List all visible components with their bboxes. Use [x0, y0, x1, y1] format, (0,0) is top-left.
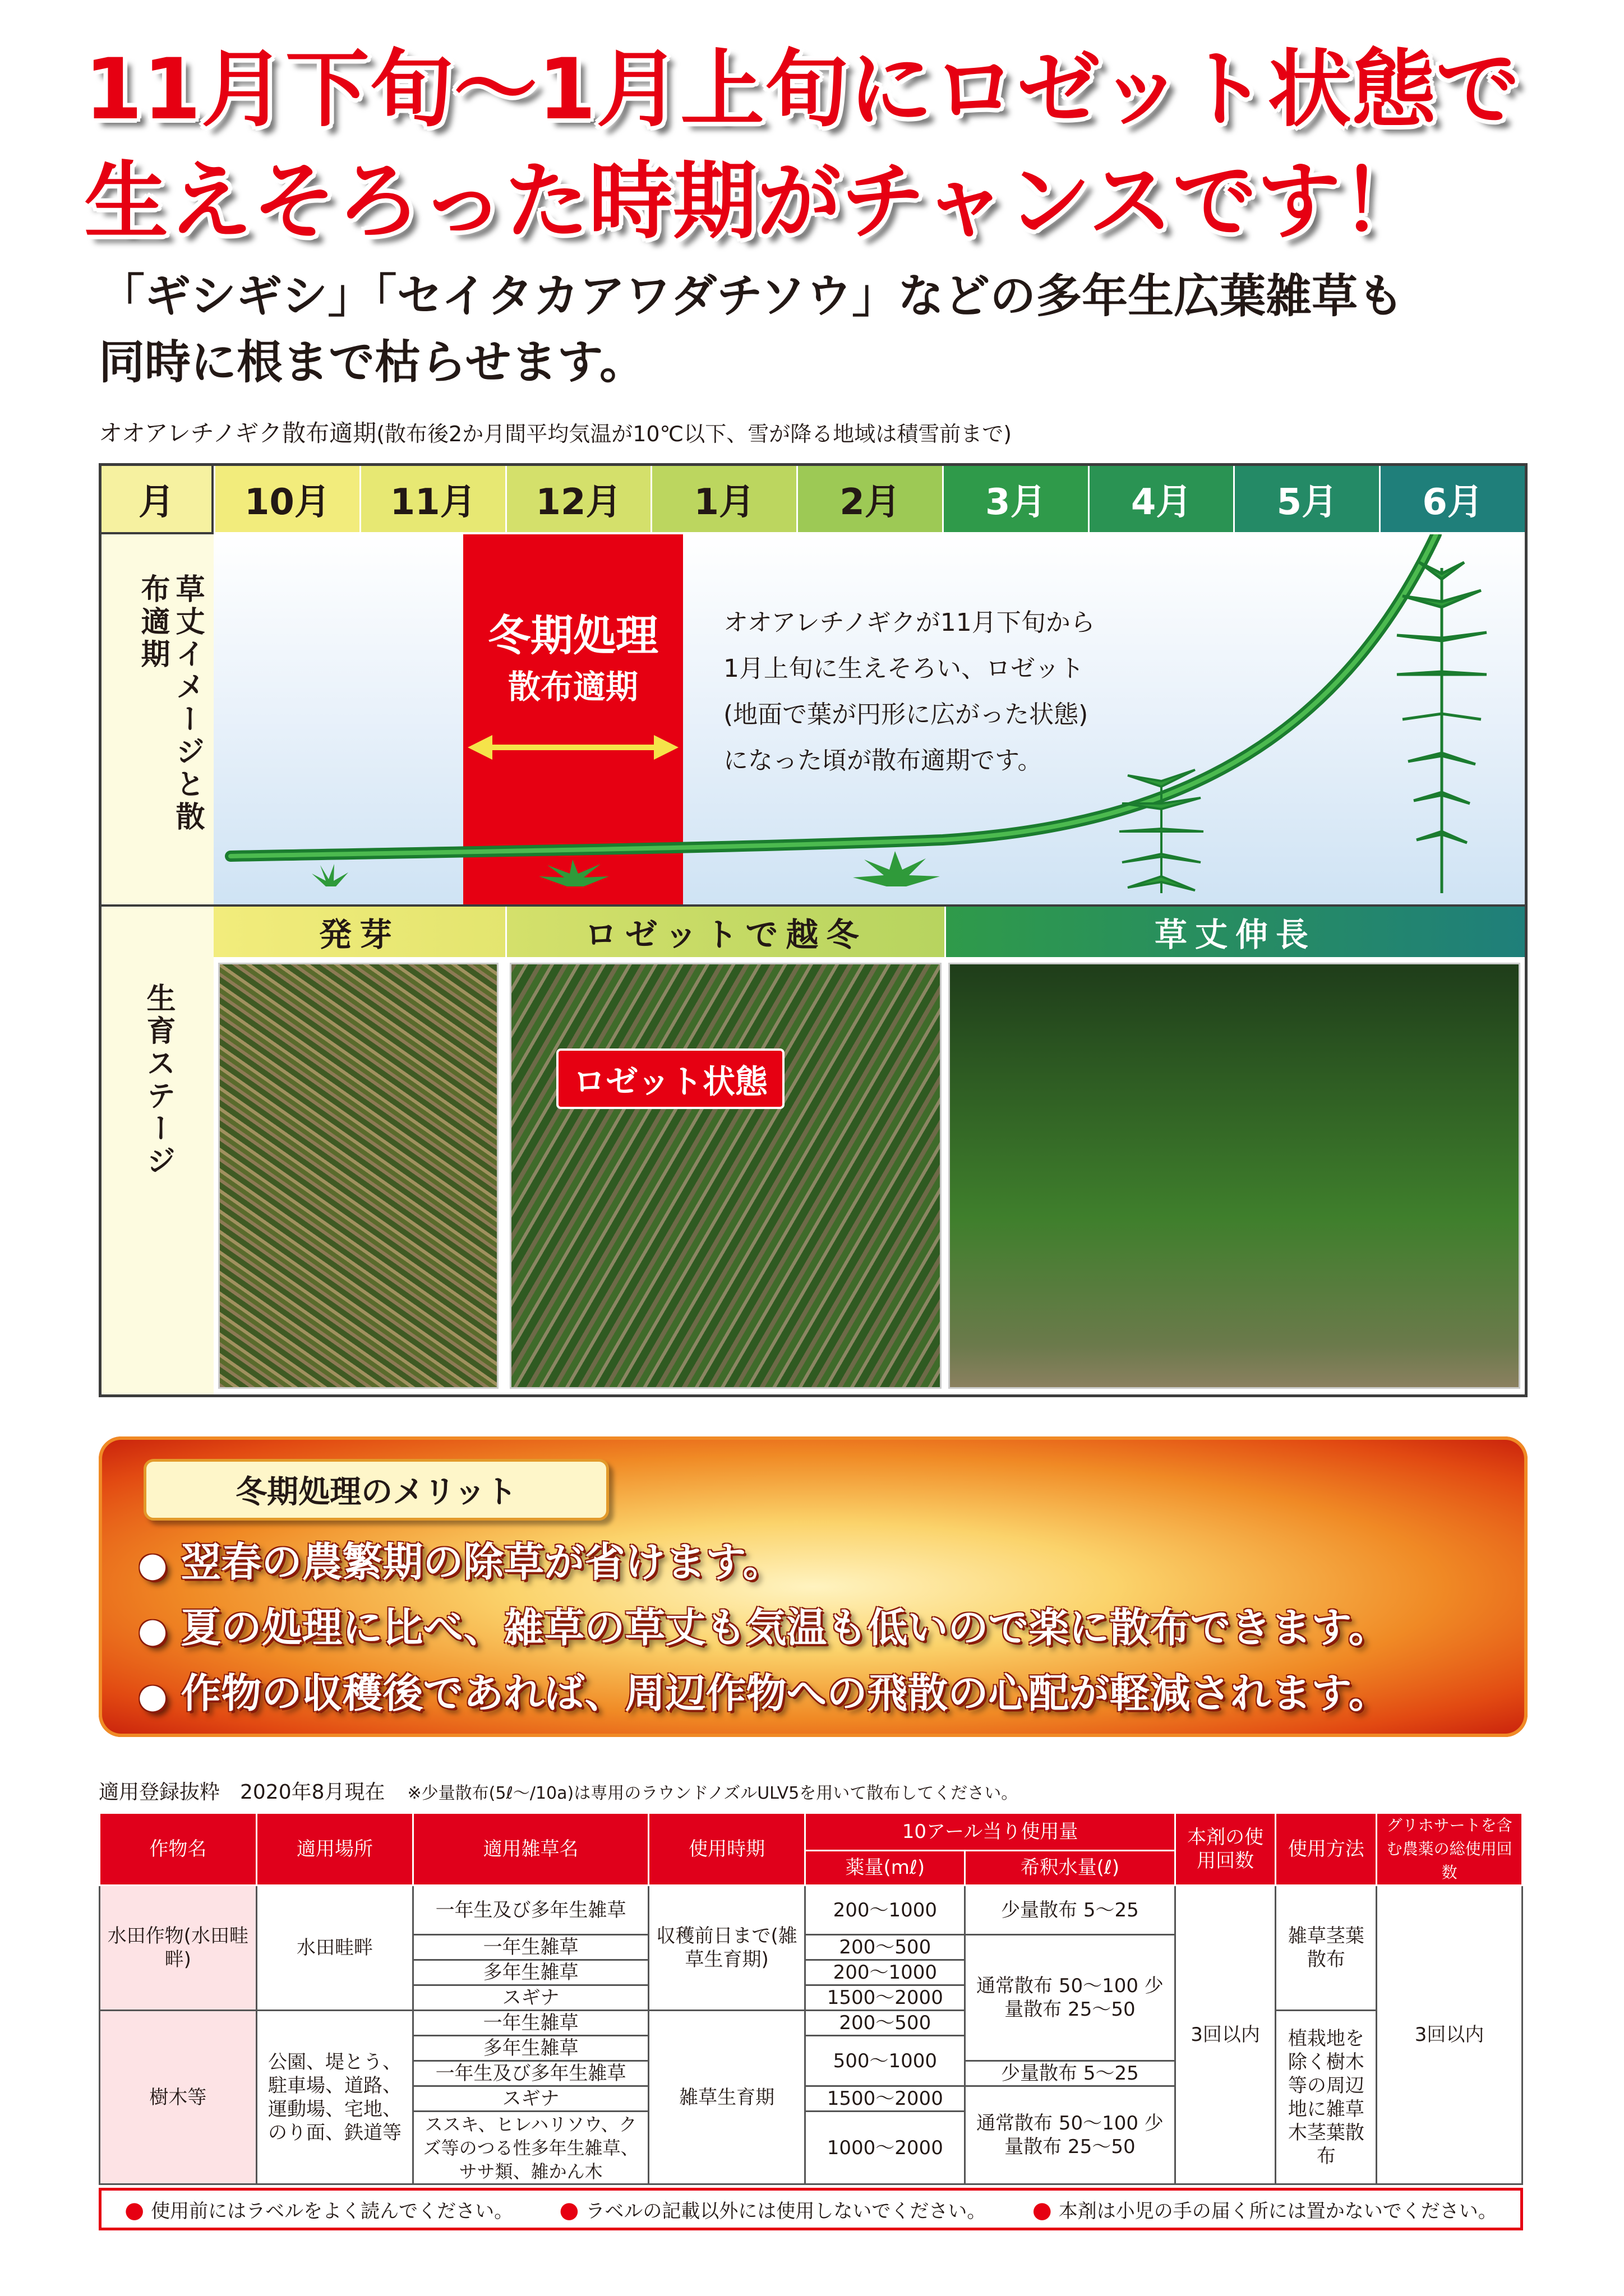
- crop-trees: 樹木等: [100, 2011, 257, 2184]
- stage-rosette: ロゼットで越冬: [507, 907, 944, 957]
- stage-elongation: 草丈伸長: [946, 907, 1525, 957]
- registration-table: [99, 1812, 1523, 2185]
- subheadline-line-2: 同時に根まで枯らせます。: [99, 336, 645, 389]
- total-cell: 3回以内: [1377, 1886, 1522, 2184]
- note-line: オオアレチノギクが11月下旬から: [723, 608, 1095, 637]
- dose-cell: 500～1000: [805, 2036, 965, 2086]
- merit-title: 冬期処理のメリット: [144, 1459, 609, 1521]
- header-dose: 薬量(mℓ): [805, 1850, 965, 1885]
- header-weed: 適用雑草名: [413, 1813, 648, 1886]
- month-header-label: 月: [101, 466, 214, 532]
- weed-cell: 多年生雑草: [413, 1960, 648, 1985]
- dose-cell: 200～500: [805, 1935, 965, 1960]
- weed-cell: スギナ: [413, 2086, 648, 2112]
- month-cell: 4月: [1088, 466, 1234, 532]
- subheadline-line-1: 「ギシギシ」「セイタカアワダチソウ」などの多年生広葉雑草も: [99, 270, 1404, 323]
- place-trees: 公園、堤とう、駐車場、道路、運動場、宅地、のり面、鉄道等: [256, 2011, 413, 2184]
- weed-cell: 一年生及び多年生雑草: [413, 2061, 648, 2086]
- photo-elongation: [948, 963, 1520, 1389]
- merit-item: ● 翌春の農繁期の除草が省けます。: [138, 1539, 783, 1586]
- bullet-icon: ●: [124, 2197, 145, 2223]
- merit-list: [138, 1531, 1517, 1727]
- weed-cell: スギナ: [413, 1985, 648, 2011]
- bullet-icon: ●: [138, 1611, 168, 1650]
- warning-bar: [99, 2188, 1523, 2230]
- winter-subtitle: 散布適期: [507, 668, 638, 706]
- timing-trees: 雑草生育期: [648, 2011, 805, 2184]
- weed-cell: 多年生雑草: [413, 2036, 648, 2061]
- chart-caption-note: (散布後2か月間平均気温が10℃以下、雪が降る地域は積雪前まで): [376, 422, 1012, 446]
- month-cell: 2月: [796, 466, 942, 532]
- times-cell: 3回以内: [1175, 1886, 1276, 2184]
- dose-cell: 1500～2000: [805, 2086, 965, 2112]
- month-cell: 11月: [359, 466, 505, 532]
- water-normal-rice: 通常散布 50～100 少量散布 25～50: [965, 1935, 1175, 2061]
- merit-item: ● 作物の収穫後であれば、周辺作物への飛散の心配が軽減されます。: [138, 1670, 1389, 1717]
- stage-photos: [214, 957, 1525, 1394]
- weed-cell: 一年生雑草: [413, 2011, 648, 2036]
- month-header-row: [101, 466, 1525, 532]
- headline-line-2: 生えそろった時期がチャンスです！: [84, 153, 1425, 251]
- header-total: グリホサートを含む農薬の総使用回数: [1377, 1813, 1522, 1886]
- note-line: 1月上旬に生えそろい、ロゼット: [723, 654, 1085, 683]
- bullet-icon: ●: [559, 2197, 579, 2223]
- water-small-trees: 少量散布 5～25: [965, 2061, 1175, 2086]
- warning-item: ● 使用前にはラベルをよく読んでください。: [124, 2197, 514, 2223]
- dose-cell: 200～1000: [805, 1960, 965, 1985]
- water-normal-trees: 通常散布 50～100 少量散布 25～50: [965, 2086, 1175, 2184]
- row-label-growth: 草丈イメージと散布適期: [136, 574, 204, 834]
- header-timing: 使用時期: [648, 1813, 805, 1886]
- warning-item: ● 本剤は小児の手の届く所には置かないでください。: [1032, 2197, 1497, 2223]
- bullet-icon: ●: [138, 1545, 168, 1584]
- photo-germination: [218, 963, 499, 1389]
- stage-germination: 発芽: [214, 907, 505, 957]
- registration-caption: 適用登録抜粋 2020年8月現在 ※少量散布(5ℓ～/10a)は専用のラウンドノズルULV5を用いて散布してください。: [99, 1781, 1018, 1804]
- headline: [84, 34, 1553, 258]
- timing-rice: 収穫前日まで(雑草生育期): [648, 1886, 805, 2011]
- row-labels: [101, 532, 214, 1394]
- weed-cell: 一年生及び多年生雑草: [413, 1886, 648, 1935]
- row-label-stage: 生育ステージ: [141, 983, 175, 1178]
- weed-cell: 一年生雑草: [413, 1935, 648, 1960]
- bullet-icon: ●: [138, 1676, 168, 1716]
- warning-item: ● ラベルの記載以外には使用しないでください。: [559, 2197, 986, 2223]
- header-water: 希釈水量(ℓ): [965, 1850, 1175, 1885]
- header-method: 使用方法: [1276, 1813, 1377, 1886]
- dose-cell: 200～1000: [805, 1886, 965, 1935]
- merit-item: ● 夏の処理に比べ、雑草の草丈も気温も低いので楽に散布できます。: [138, 1604, 1389, 1651]
- header-times: 本剤の使用回数: [1175, 1813, 1276, 1886]
- chart-caption: [99, 415, 1012, 449]
- month-cell: 1月: [650, 466, 796, 532]
- place-rice: 水田畦畔: [256, 1886, 413, 2011]
- rosette-tag: ロゼット状態: [556, 1048, 785, 1109]
- method-trees: 植栽地を除く樹木等の周辺地に雑草木茎葉散布: [1276, 2011, 1377, 2184]
- bullet-icon: ●: [1032, 2197, 1052, 2223]
- dose-cell: 1000～2000: [805, 2112, 965, 2184]
- rosette-icon: [539, 860, 609, 886]
- stage-row: [214, 907, 1525, 957]
- headline-line-1: 11月下旬～1月上旬にロゼット状態で: [84, 41, 1520, 138]
- registration-note: ※少量散布(5ℓ～/10a)は専用のラウンドノズルULV5を用いて散布してください。: [407, 1784, 1018, 1803]
- weed-cell: ススキ、ヒレハリソウ、クズ等のつる性多年生雑草、ササ類、雑かん木: [413, 2112, 648, 2184]
- dose-cell: 200～500: [805, 2011, 965, 2036]
- crop-rice: 水田作物(水田畦畔): [100, 1886, 257, 2011]
- month-cell: 6月: [1379, 466, 1525, 532]
- month-cell: 3月: [942, 466, 1088, 532]
- dose-cell: 1500～2000: [805, 1985, 965, 2011]
- rosette-icon: [853, 851, 940, 886]
- header-place: 適用場所: [256, 1813, 413, 1886]
- seedling-icon: [312, 864, 348, 886]
- timing-note: [723, 600, 1228, 784]
- photo-rosette: [510, 963, 942, 1389]
- method-rice: 雑草茎葉散布: [1276, 1886, 1377, 2011]
- water-small-rice: 少量散布 5～25: [965, 1886, 1175, 1935]
- winter-title: 冬期処理: [488, 611, 658, 660]
- month-cell: 10月: [214, 466, 359, 532]
- month-cell: 12月: [505, 466, 651, 532]
- header-dose-group: 10アール当り使用量: [805, 1813, 1175, 1851]
- chart-caption-title: オオアレチノギク散布適期: [99, 419, 377, 447]
- subheadline: [99, 264, 1557, 396]
- tall-plant-icon: [1397, 562, 1487, 893]
- month-cell: 5月: [1233, 466, 1379, 532]
- note-line: (地面で葉が円形に広がった状態): [723, 700, 1088, 729]
- note-line: になった頃が散布適期です。: [723, 746, 1042, 775]
- header-crop: 作物名: [100, 1813, 257, 1886]
